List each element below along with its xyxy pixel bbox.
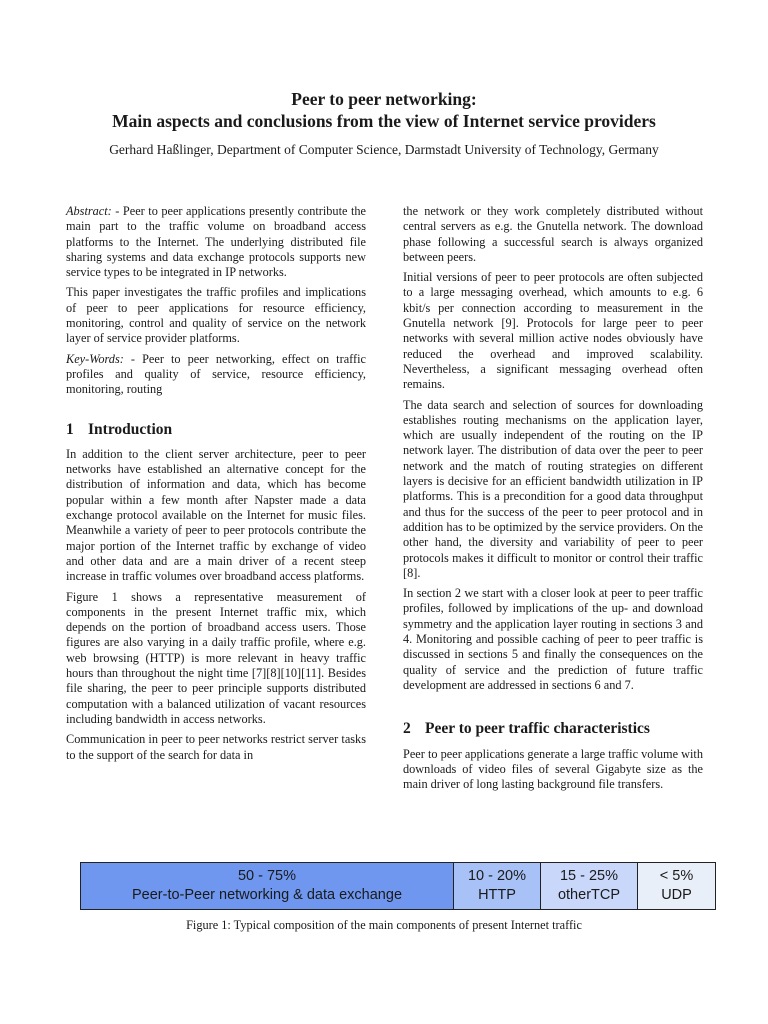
segment-range: 10 - 20%: [467, 868, 527, 884]
figure-segment-http: [454, 863, 541, 909]
abstract-label: Abstract:: [66, 204, 112, 218]
section-2-number: 2: [403, 720, 411, 738]
segment-range: 15 - 25%: [559, 868, 619, 884]
right-paragraph-4: In section 2 we start with a closer look at peer to peer traffic profiles, followed by implications of the up- and download symmetry and the application layer routing in sections 3 and 4. Monitoring and possible caching of peer to peer traffic is discussed in sections 5 and finally the consequences on the quality of service and the prediction of future traffic development are addressed in sections 6 and 7.: [403, 586, 703, 692]
traffic-composition-figure: [80, 862, 716, 910]
intro-paragraph-2: Figure 1 shows a representative measurement of components in the present Internet traffic mix, which depends on the portion of broadband access users. Those figures are also varying in a daily traffic profile, where e.g. web browsing (HTTP) is more relevant in heavy traffic hours than throughout the night time [7][8][10][11]. Besides file sharing, the peer to peer principle supports distributed computation with a balanced utilization of vacant resources including bandwidth in access networks.: [66, 589, 366, 726]
segment-label: Peer-to-Peer networking & data exchange: [131, 887, 403, 903]
segment-label: UDP: [661, 887, 692, 903]
figure-caption: Figure 1: Typical composition of the main components of present Internet traffic: [186, 918, 582, 932]
abstract-text: - Peer to peer applications presently contribute the main part to the traffic volume on broadband access platforms to the Internet. The underlying distributed file sharing systems and data exchange protocols supports new service types to be integrated in IP networks.: [66, 204, 366, 280]
title-line-1: Peer to peer networking:: [291, 89, 477, 109]
right-paragraph-1: the network or they work completely distributed without central servers as e.g. the Gnutella network. The download phase following a successful search is always organized between peers.: [403, 204, 703, 264]
figure-segment-p2p: [81, 863, 454, 909]
author-line: Gerhard Haßlinger, Department of Computer Science, Darmstadt University of Technology, Germany: [109, 142, 659, 157]
left-column: [66, 204, 366, 768]
section-1-number: 1: [66, 420, 74, 438]
figure-segment-udp: [638, 863, 715, 909]
section-2-title: Peer to peer traffic characteristics: [425, 720, 650, 738]
segment-range: < 5%: [659, 868, 694, 884]
segment-label: HTTP: [478, 887, 516, 903]
intro-paragraph-1: In addition to the client server architecture, peer to peer networks have established an alternative concept for the distribution of information and data, which has become popular within a few month after Napster made a data exchange protocol available on the Internet for music files. Meanwhile a variety of peer to peer protocols contribute the major portion of the Internet traffic by exchange of video and other data and are a main driver of a recent steep increase in traffic volumes over broadband access platforms.: [66, 446, 366, 584]
keywords-text: - Peer to peer networking, effect on traffic profiles and quality of service, resource efficiency, monitoring, routing: [66, 351, 366, 397]
right-paragraph-2: Initial versions of peer to peer protocols are often subjected to a large messaging overhead, which amounts to e.g. 6 kbit/s per connection according to measurement in the Gnutella network [9]. Protocols for large peer to peer networks with several million active nodes obviously have reduced the overhead and improved scalability. Nevertheless, a significant messaging overhead often remains.: [403, 270, 703, 392]
keywords-label: Key-Words:: [66, 351, 124, 366]
abstract-paragraph-2: This paper investigates the traffic profiles and implications of peer to peer applications for resource efficiency, monitoring, control and quality of service on the network layer of service provider platforms.: [66, 285, 366, 346]
figure-segment-other-tcp: [541, 863, 638, 909]
title-line-2: Main aspects and conclusions from the view of Internet service providers: [112, 111, 656, 131]
section-1-heading: [66, 422, 366, 437]
section-2-paragraph-1: Peer to peer applications generate a large traffic volume with downloads of video files of several Gigabyte size as the main driver of long lasting background file transfers.: [403, 746, 703, 792]
keywords-paragraph: [66, 352, 366, 398]
segment-range: 50 - 75%: [237, 868, 297, 884]
right-column: [403, 204, 703, 797]
section-2-heading: [403, 721, 703, 736]
paper-title: [0, 88, 768, 132]
abstract-paragraph: [66, 204, 366, 280]
section-1-title: Introduction: [88, 420, 173, 438]
intro-paragraph-3: Communication in peer to peer networks restrict server tasks to the support of the search for data in: [66, 732, 366, 762]
right-paragraph-3: The data search and selection of sources for downloading establishes routing mechanisms on the application layer, which are usually independent of the routing on the IP network layer. The distribution of data over the peer to peer network and the match of routing strategies on different layers is decisive for an efficient bandwidth utilization in IP platforms. This is a precondition for a good data throughput and thus for the success of the peer to peer protocol and in addition has to be optimized by the service providers. On the other hand, the diversity and variability of peer to peer protocols makes it difficult to monitor or control their traffic [8].: [403, 397, 703, 580]
segment-label: otherTCP: [557, 887, 621, 903]
